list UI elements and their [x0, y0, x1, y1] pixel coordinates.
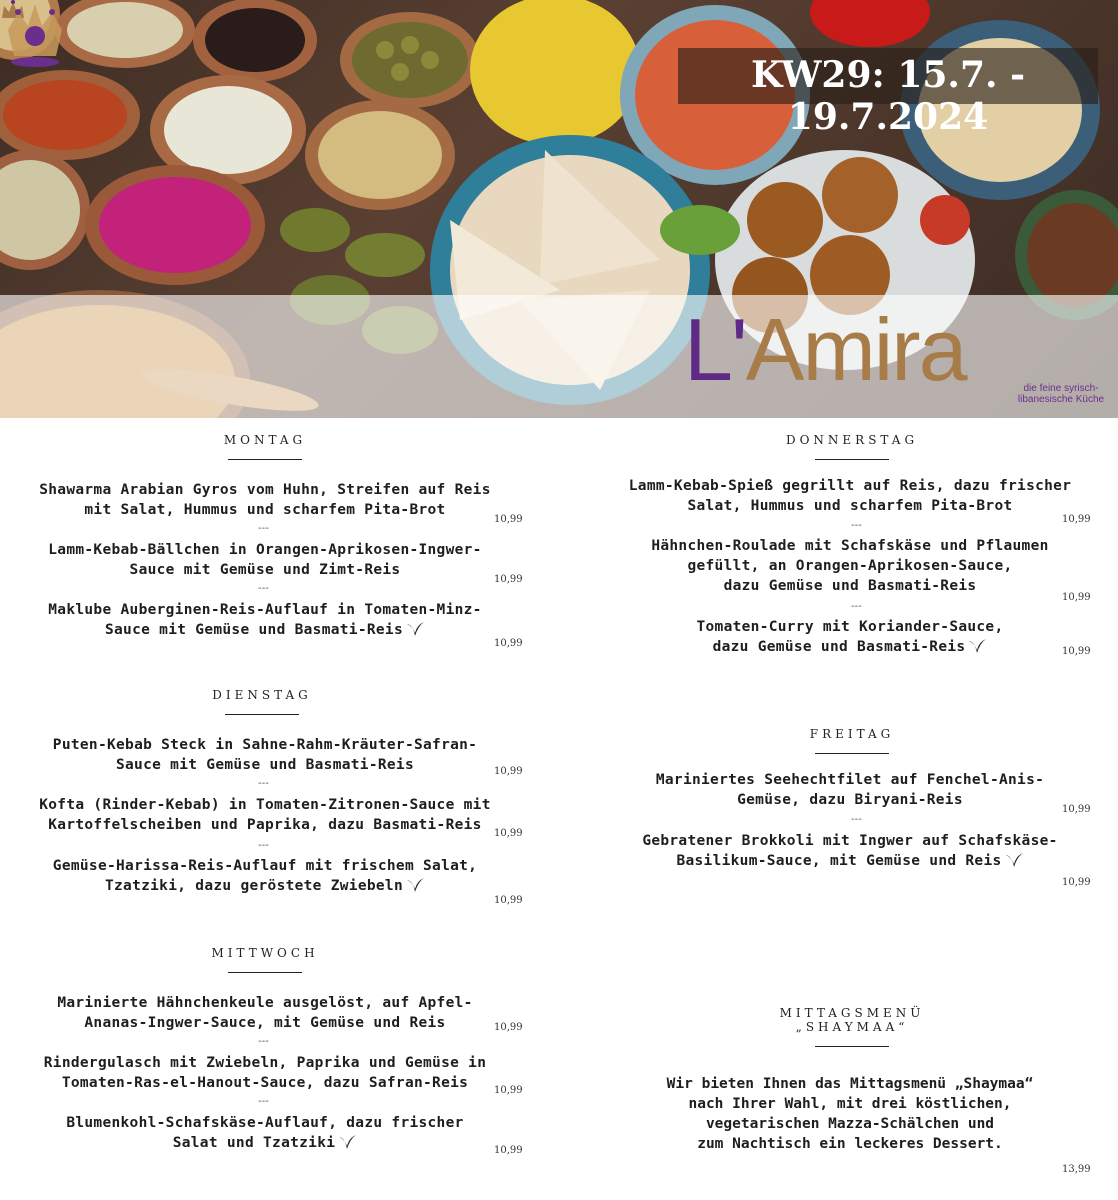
price: 10,99	[494, 828, 523, 839]
week-badge	[678, 48, 1098, 138]
dish-montag-3: Maklube Auberginen-Reis-Auflauf in Tomaten-Minz- Sauce mit Gemüse und Basmati-Reis	[48, 602, 482, 638]
price: 10,99	[1062, 877, 1091, 888]
day-heading-dienstag: DIENSTAG	[162, 688, 362, 715]
separator: ---	[258, 583, 269, 594]
leaf-icon	[405, 621, 425, 637]
heading-rule	[815, 753, 889, 754]
separator: ---	[258, 1096, 269, 1107]
dish-freitag-2: Gebratener Brokkoli mit Ingwer auf Schafskäse- Basilikum-Sauce, mit Gemüse und Reis	[642, 833, 1058, 869]
price: 10,99	[1062, 646, 1091, 657]
price: 10,99	[494, 1085, 523, 1096]
separator: ---	[851, 601, 862, 612]
heading-rule	[228, 972, 302, 973]
day-heading-montag: MONTAG	[165, 433, 365, 460]
week-label: KW29: 15.7. - 19.7.2024	[750, 54, 1026, 138]
separator: ---	[258, 778, 269, 789]
heading-rule	[815, 1046, 889, 1047]
dish-freitag-1: Mariniertes Seehechtfilet auf Fenchel-Anis- Gemüse, dazu Biryani-Reis	[655, 772, 1045, 808]
price: 10,99	[1062, 804, 1091, 815]
special-description: Wir bieten Ihnen das Mittagsmenü „Shaymaa“ nach Ihrer Wahl, mit drei köstlichen, vegetarischen Mazza-Schälchen und zum Nachtisch ein leckeres Dessert.	[666, 1076, 1034, 1152]
price: 10,99	[494, 514, 523, 525]
dish-montag-2: Lamm-Kebab-Bällchen in Orangen-Aprikosen-Ingwer- Sauce mit Gemüse und Zimt-Reis	[48, 542, 482, 578]
brand-logo: L'Amira	[684, 300, 966, 399]
separator: ---	[851, 814, 862, 825]
leaf-icon	[1004, 852, 1024, 868]
separator: ---	[258, 840, 269, 851]
price: 10,99	[494, 1145, 523, 1156]
day-heading-mittwoch: MITTWOCH	[165, 946, 365, 973]
separator: ---	[258, 1036, 269, 1047]
day-heading-donnerstag: DONNERSTAG	[752, 433, 952, 460]
separator: ---	[258, 523, 269, 534]
leaf-icon	[967, 638, 987, 654]
dish-mittwoch-1: Marinierte Hähnchenkeule ausgelöst, auf Apfel- Ananas-Ingwer-Sauce, mit Gemüse und Reis	[57, 995, 473, 1031]
price: 10,99	[1062, 514, 1091, 525]
heading-rule	[225, 714, 299, 715]
dish-montag-1: Shawarma Arabian Gyros vom Huhn, Streifen auf Reis mit Salat, Hummus und scharfem Pita-Brot	[39, 482, 491, 518]
leaf-icon	[405, 877, 425, 893]
day-heading-freitag: FREITAG	[752, 727, 952, 754]
heading-rule	[815, 459, 889, 460]
price: 10,99	[494, 1022, 523, 1033]
dish-dienstag-2: Kofta (Rinder-Kebab) in Tomaten-Zitronen-Sauce mit Kartoffelscheiben und Paprika, dazu Basmati-Reis	[39, 797, 491, 833]
header-photo	[0, 0, 1118, 418]
day-heading-mittagsmenue: MITTAGSMENÜ „SHAYMAA“	[752, 1006, 952, 1047]
separator: ---	[851, 520, 862, 531]
price: 10,99	[494, 638, 523, 649]
heading-rule	[228, 459, 302, 460]
price: 10,99	[494, 574, 523, 585]
dish-mittwoch-3: Blumenkohl-Schafskäse-Auflauf, dazu frischer Salat und Tzatziki	[66, 1115, 464, 1151]
price: 10,99	[494, 766, 523, 777]
brand-emblem-icon	[0, 0, 70, 68]
price: 10,99	[494, 895, 523, 906]
price: 13,99	[1062, 1164, 1091, 1175]
dish-donnerstag-2: Hähnchen-Roulade mit Schafskäse und Pflaumen gefüllt, an Orangen-Aprikosen-Sauce, dazu Gemüse und Basmati-Reis	[651, 538, 1049, 594]
dish-mittwoch-2: Rindergulasch mit Zwiebeln, Paprika und Gemüse in Tomaten-Ras-el-Hanout-Sauce, dazu Safran-Reis	[43, 1055, 487, 1091]
leaf-icon	[337, 1134, 357, 1150]
dish-dienstag-1: Puten-Kebab Steck in Sahne-Rahm-Kräuter-Safran- Sauce mit Gemüse und Basmati-Reis	[52, 737, 478, 773]
brand-tagline: die feine syrisch- libanesische Küche	[1017, 383, 1105, 405]
dish-donnerstag-3: Tomaten-Curry mit Koriander-Sauce, dazu Gemüse und Basmati-Reis	[696, 619, 1004, 655]
price: 10,99	[1062, 592, 1091, 603]
dish-donnerstag-1: Lamm-Kebab-Spieß gegrillt auf Reis, dazu frischer Salat, Hummus und scharfem Pita-Brot	[628, 478, 1072, 514]
dish-dienstag-3: Gemüse-Harissa-Reis-Auflauf mit frischem Salat, Tzatziki, dazu geröstete Zwiebeln	[52, 858, 478, 894]
